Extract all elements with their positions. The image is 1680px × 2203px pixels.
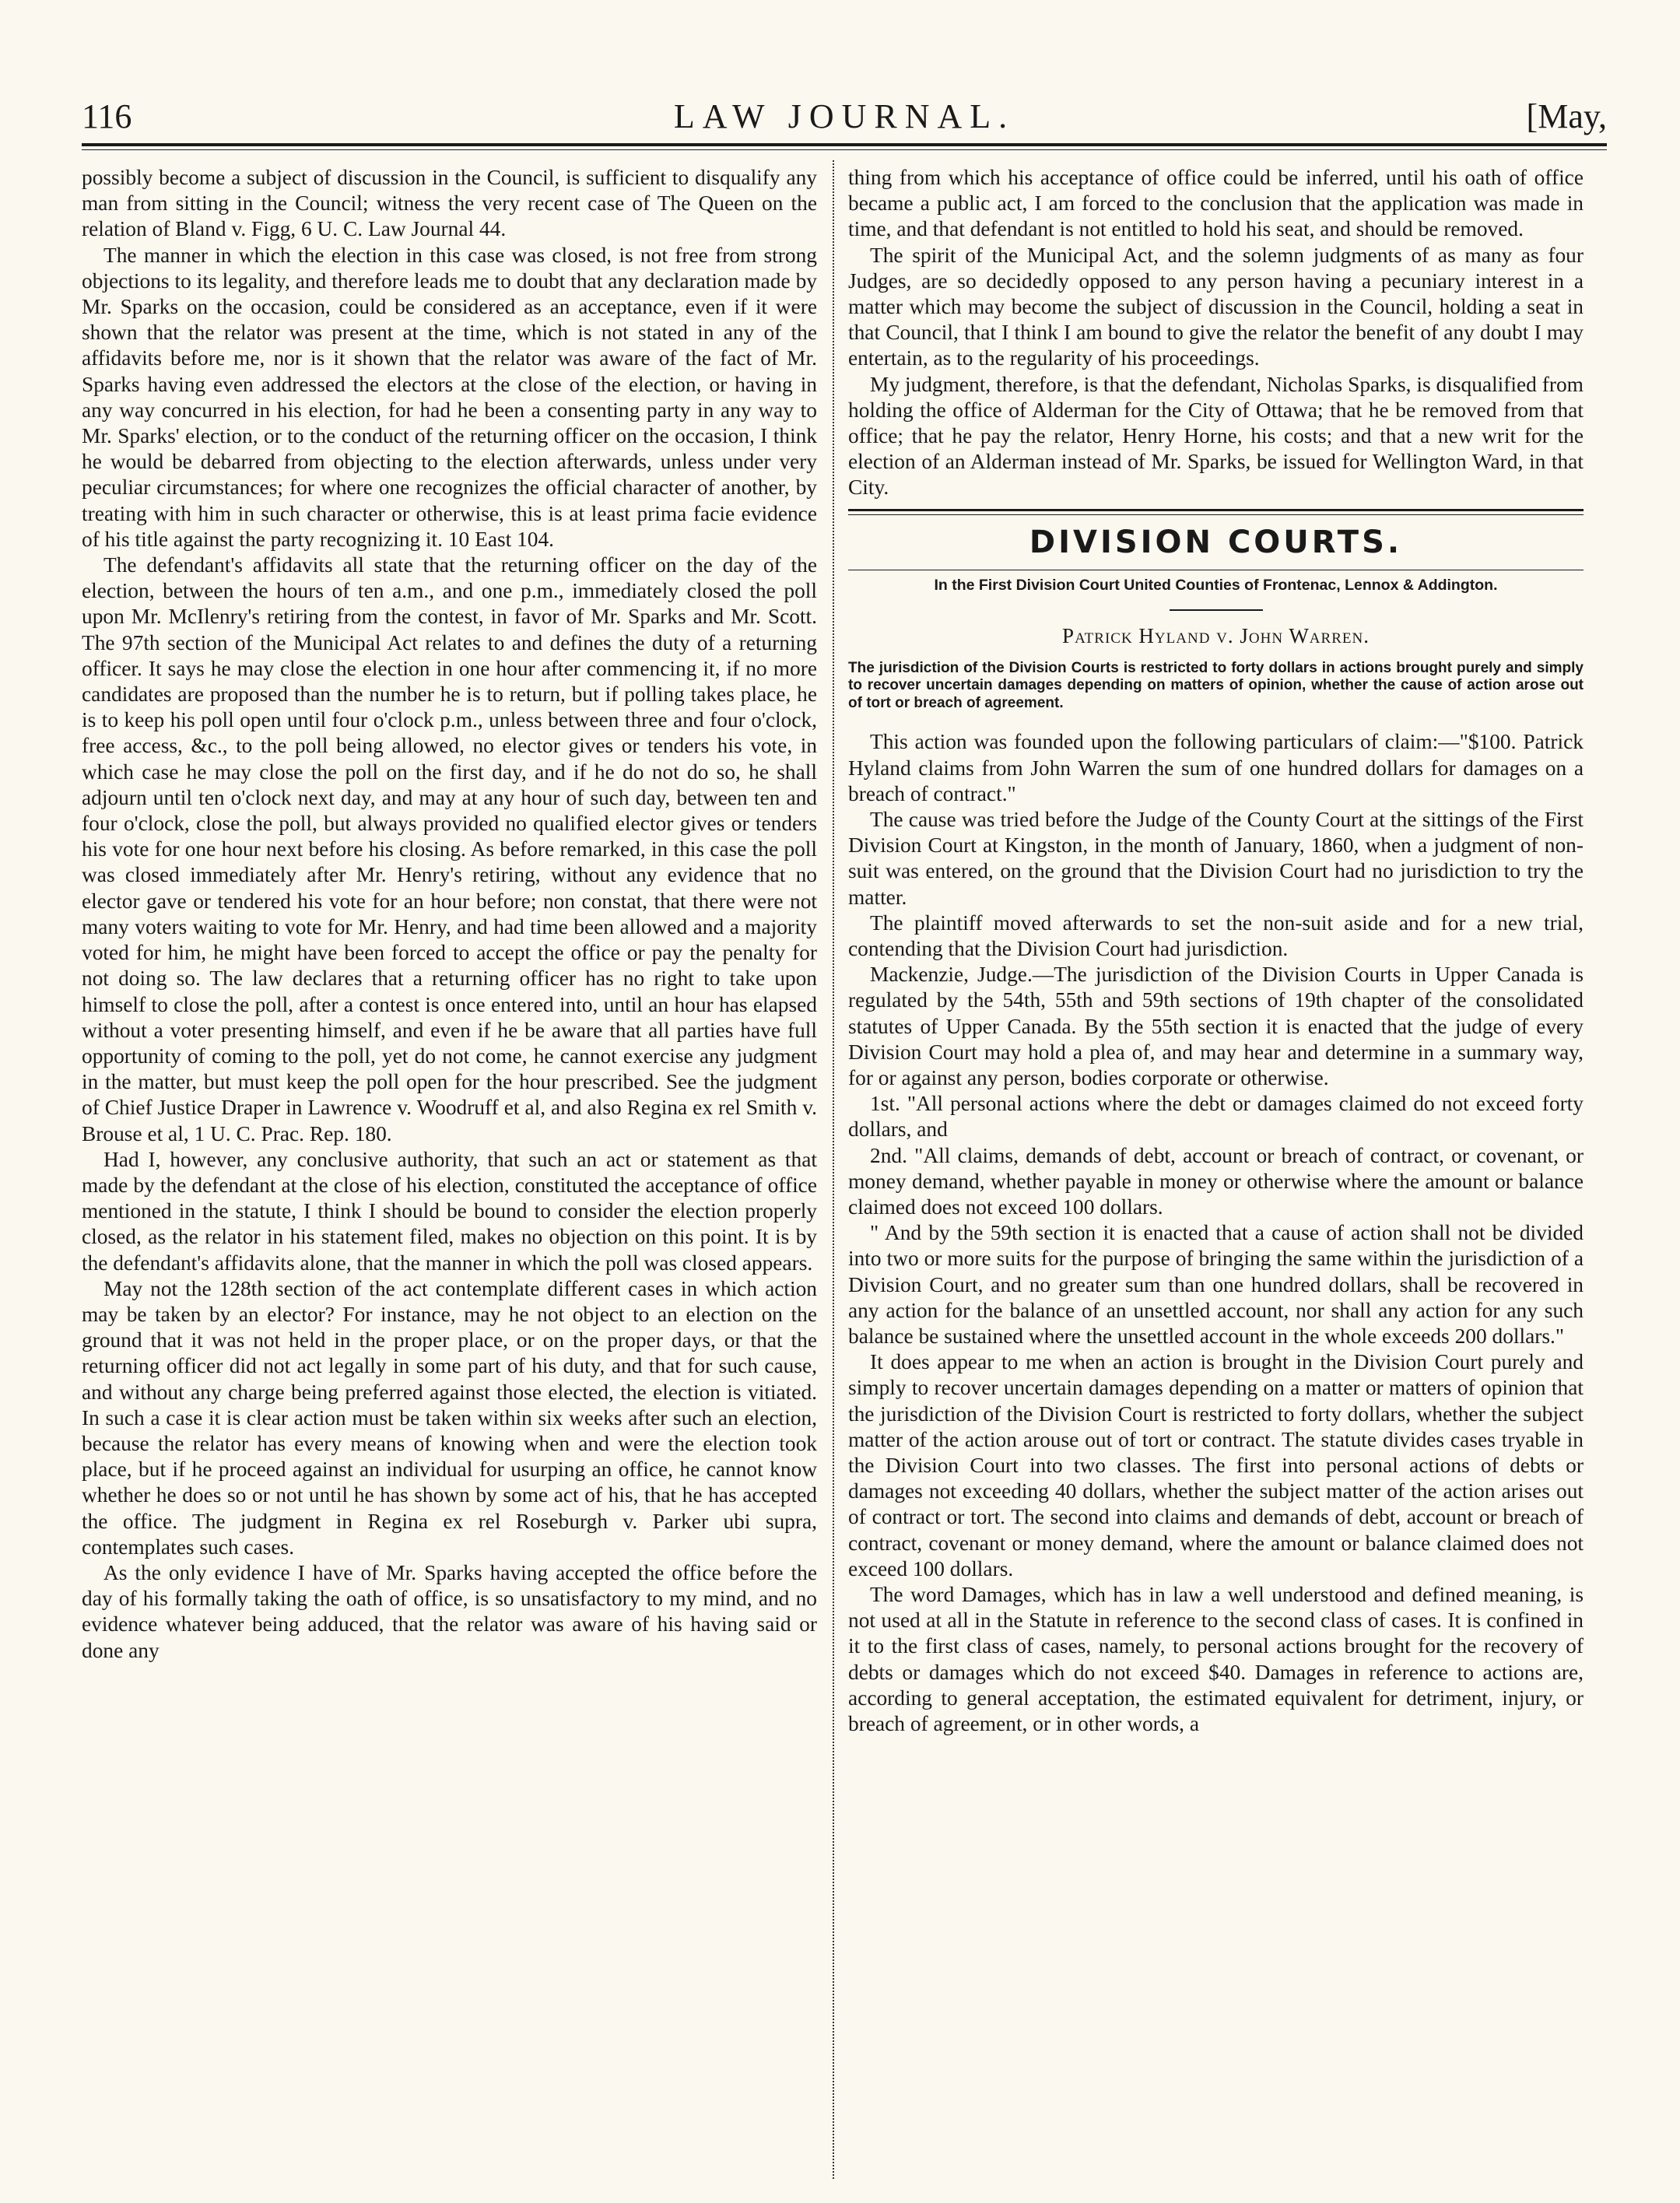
paragraph: This action was founded upon the following particulars of claim:—"$100. Patrick Hyland claims from John Warren the sum of one hundred dollars for damages on a breach of contract." xyxy=(848,730,1584,805)
issue-month: [May, xyxy=(1526,97,1607,135)
column-divider xyxy=(833,160,836,2179)
paragraph: Had I, however, any conclusive authority, that such an act or statement as that made by the defendant at the close of his election, constituted the acceptance of office mentioned in the statute, I think I should be bound to consider the election properly closed, as the relator in his statement filed, makes no objection on this point. It is by the defendant's affidavits alone, that the manner in which the poll was closed appears. xyxy=(82,1147,817,1275)
paragraph: possibly become a subject of discussion in the Council, is sufficient to disqualify any man from sitting in the Council; witness the very recent case of The Queen on the relation of Bland v. Figg, 6 U. C. Law Journal 44. xyxy=(82,166,817,241)
right-column xyxy=(848,165,1584,1737)
paragraph: The manner in which the election in this case was closed, is not free from strong objections to its legality, and therefore leads me to doubt that any declaration made by Mr. Sparks on the occasion, could be considered as an acceptance, even if it were shown that the relator was present at the time, which is not stated in any of the affidavits before me, nor is it shown that the relator was aware of the fact of Mr. Sparks having even addressed the electors at the close of the election, or having in any way concurred in his election, for had he been a consenting party in any way to Mr. Sparks' election, or to the conduct of the returning officer on the occasion, I think he would be debarred from objecting to the election afterwards, unless under very peculiar circumstances; for where one recognizes the official character of another, by treating with him in such character or otherwise, this is at least prima facie evidence of his title against the party recognizing it. 10 East 104. xyxy=(82,243,817,551)
paragraph: " And by the 59th section it is enacted that a cause of action shall not be divided into two or more suits for the purpose of bringing the same within the jurisdiction of a Division Court, and no greater sum than one hundred dollars, shall be recovered in any action for the balance of an unsettled account, nor shall any action for any such balance be sustained where the unsettled account in the whole exceeds 200 dollars." xyxy=(848,1221,1584,1349)
paragraph: 1st. "All personal actions where the debt or damages claimed do not exceed forty dollars, and xyxy=(848,1092,1584,1142)
running-title: LAW JOURNAL. xyxy=(673,97,1015,135)
paragraph: thing from which his acceptance of office could be inferred, until his oath of office became a public act, I am forced to the conclusion that the application was made in time, and that defendant is not entitled to hold his seat, and should be removed. xyxy=(848,166,1584,241)
paragraph: The plaintiff moved afterwards to set the non-suit aside and for a new trial, contending that the Division Court had jurisdiction. xyxy=(848,910,1584,960)
page-header xyxy=(82,93,1607,140)
section-heading: DIVISION COURTS. xyxy=(1029,524,1403,560)
headnote: The jurisdiction of the Division Courts is restricted to forty dollars in actions brought purely and simply to recover uncertain damages depending on matters of opinion, whether the cause of action arose out of tort or breach of agreement. xyxy=(848,659,1584,711)
header-rule-thin xyxy=(82,149,1607,150)
short-rule xyxy=(1170,609,1263,611)
paragraph: May not the 128th section of the act contemplate different cases in which action may be taken by an elector? For instance, may he not object to an election on the ground that it was not held in the proper place, or on the proper days, or that the returning officer did not act legally in some part of his duty, and that for such cause, and without any charge being preferred against those elected, the election is vitiated. In such a case it is clear action must be taken within six weeks after such an election, because the relator has every means of knowing when and were the election took place, but if he proceed against an individual for usurping an office, he cannot know whether he does so or not until he has shown by some act of his, that he has accepted the office. The judgment in Regina ex rel Roseburgh v. Parker ubi supra, contemplates such cases. xyxy=(82,1276,817,1559)
left-column xyxy=(82,165,817,1664)
paragraph: Mackenzie, Judge.—The jurisdiction of the Division Courts in Upper Canada is regulated by the 54th, 55th and 59th sections of 19th chapter of the consolidated statutes of Upper Canada. By the 55th section it is enacted that the judge of every Division Court may hold a plea of, and may hear and determine in a summary way, for or against any person, bodies corporate or otherwise. xyxy=(848,963,1584,1089)
court-line: In the First Division Court United Counties of Frontenac, Lennox & Addington. xyxy=(934,576,1498,594)
paragraph: 2nd. "All claims, demands of debt, account or breach of contract, or covenant, or money demand, whether payable in money or otherwise where the amount or balance claimed does not exceed 100 dollars. xyxy=(848,1143,1584,1219)
section-rule-thin xyxy=(848,514,1584,515)
paragraph: The defendant's affidavits all state that the returning officer on the day of the election, between the hours of ten a.m., and one p.m., immediately closed the poll upon Mr. McIlenry's retiring from the contest, in favor of Mr. Sparks and Mr. Scott. The 97th section of the Municipal Act relates to and defines the duty of a returning officer. It says he may close the election in one hour after commencing it, if no more candidates are proposed than the number he is to return, but if polling takes place, he is to keep his poll open until four o'clock p.m., unless between three and four o'clock, free access, &c., to the poll being allowed, no elector gives or tenders his vote, in which case he may close the poll on the first day, and if he do not do so, he shall adjourn until ten o'clock next day, and may at any hour of such day, between ten and four o'clock, close the poll, but always provided no qualified elector gives or tenders his vote for one hour next before his closing. As before remarked, in this case the poll was closed immediately after Mr. Henry's retiring, without any evidence that no elector gave or tendered his vote for an hour before; non constat, that there were not many voters waiting to vote for Mr. Henry, and had time been allowed and a majority voted for him, he might have been forced to accept the office or pay the penalty for not doing so. The law declares that a returning officer has no right to take upon himself to close the poll, after a contest is once entered into, until an hour has elapsed without a voter presenting himself, and even if he be aware that all parties have full opportunity of coming to the poll, yet do not come, he cannot exercise any judgment in the matter, but must keep the poll open for the hour prescribed. See the judgment of Chief Justice Draper in Lawrence v. Woodruff et al, and also Regina ex rel Smith v. Brouse et al, 1 U. C. Prac. Rep. 180. xyxy=(82,553,817,1145)
paragraph: As the only evidence I have of Mr. Sparks having accepted the office before the day of his formally taking the oath of office, is so unsatisfactory to my mind, and no evidence whatever being adduced, that the relator was aware of his having said or done any xyxy=(82,1560,817,1662)
paragraph: The word Damages, which has in law a well understood and defined meaning, is not used at all in the Statute in reference to the second class of cases. It is confined in it to the first class of cases, namely, to personal actions brought for the recovery of debts or damages which do not exceed $40. Damages in reference to actions are, according to general acceptation, the estimated equivalent for detriment, injury, or breach of agreement, or in other words, a xyxy=(848,1583,1584,1736)
page-number: 116 xyxy=(82,97,132,135)
paragraph: The cause was tried before the Judge of the County Court at the sittings of the First Division Court at Kingston, in the month of January, 1860, when a judgment of non-suit was entered, on the ground that the Division Court had no jurisdiction to try the matter. xyxy=(848,807,1584,909)
section-rule xyxy=(848,509,1584,511)
paragraph: It does appear to me when an action is brought in the Division Court purely and simply to recover uncertain damages depending on a matter or matters of opinion that the jurisdiction of the Division Court is restricted to forty dollars, whether the subject matter of the action arouse out of tort or contract. The statute divides cases tryable in the Division Court into two classes. The first into personal actions of debts or damages not exceeding 40 dollars, whether the subject matter of the action arises out of contract or tort. The second into claims and demands of debt, account or breach of contract, covenant or money demand, where the amount or balance claimed does not exceed 100 dollars. xyxy=(848,1350,1584,1580)
case-title: Patrick Hyland v. John Warren. xyxy=(1062,623,1370,647)
paragraph: The spirit of the Municipal Act, and the solemn judgments of as many as four Judges, are so decidedly opposed to any person having a pecuniary interest in a matter which may become the subject of discussion in the Council, holding a seat in that Council, that I think I am bound to give the relator the benefit of any doubt I may entertain, as to the regularity of his proceedings. xyxy=(848,243,1584,370)
paragraph: My judgment, therefore, is that the defendant, Nicholas Sparks, is disqualified from holding the office of Alderman for the City of Ottawa; that he be removed from that office; that he pay the relator, Henry Horne, his costs; and that a new writ for the election of an Alderman instead of Mr. Sparks, be issued for Wellington Ward, in that City. xyxy=(848,372,1584,500)
journal-page xyxy=(82,93,1607,2179)
header-rule xyxy=(82,143,1607,146)
